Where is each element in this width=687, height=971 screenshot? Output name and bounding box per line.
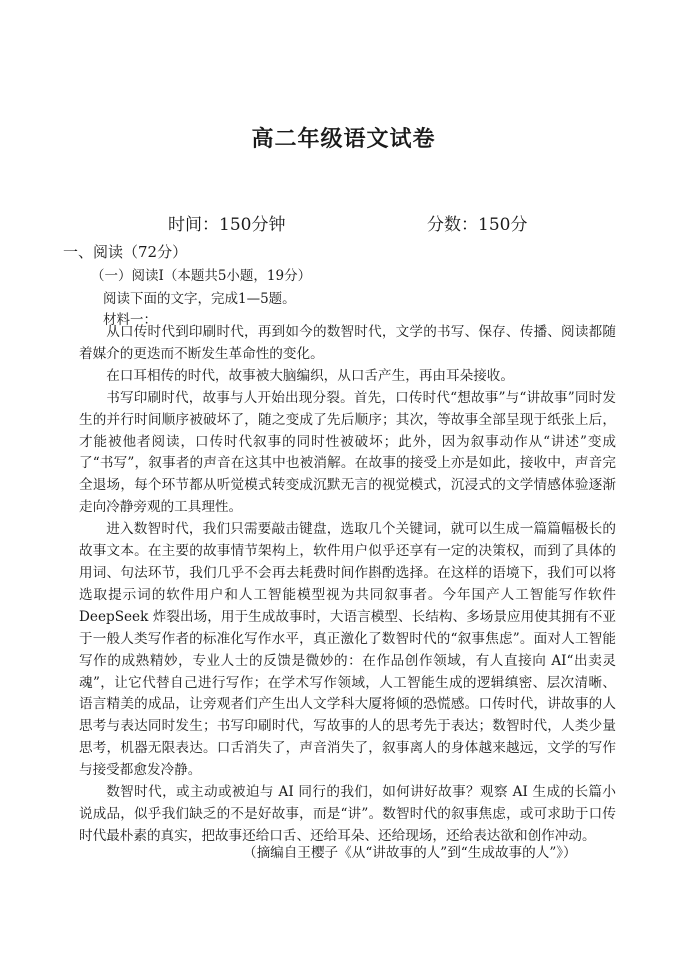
passage-paragraph: 从口传时代到印刷时代，再到如今的数智时代，文学的书写、保存、传播、阅读都随着媒介的更迭而不断发生革命性的变化。: [79, 324, 616, 362]
passage-paragraph: 在口耳相传的时代，故事被大脑编织，从口舌产生，再由耳朵接收。: [106, 367, 514, 384]
subsection-heading: （一）阅读Ⅰ（本题共5小题，19分）: [91, 268, 312, 284]
passage-paragraph: 数智时代，或主动或被迫与 AI 同行的我们，如何讲好故事？观察 AI 生成的长篇小说成品，似乎我们缺乏的不是好故事，而是“讲”。数智时代的叙事焦虑，或可求助于口传时代最朴素的真实，把故事还给口舌、还给耳朵、还给现场，还给表达欲和创作冲动。: [79, 784, 616, 844]
passage-paragraph: 进入数智时代，我们只需要敲击键盘，选取几个关键词，就可以生成一篇篇幅极长的故事文本。在主要的故事情节架构上，软件用户似乎还享有一定的决策权，而到了具体的用词、句法环节，我们几乎不会再去耗费时间作斟酌选择。在这样的语境下，我们可以将选取提示词的软件用户和人工智能模型视为共同叙事者。今年国产人工智能写作软件 DeepSeek 炸裂出场，用于生成故事时，大语言模型、长结构、多场景应用使其拥有不亚于一般人类写作者的标准化写作水平，真正激化了数智时代的“叙事焦虑”。面对人工智能写作的成熟精妙，专业人士的反馈是微妙的：在作品创作领域，有人直接向 AI“出卖灵魂”，让它代替自己进行写作；在学术写作领域，人工智能生成的逻辑缜密、层次清晰、语言精美的成品，让旁观者们产生出人文学科大厦将倾的恐慌感。口传时代，讲故事的人思考与表达同时发生；书写印刷时代，写故事的人的思考先于表达；数智时代，人类少量思考，机器无限表达。口舌消失了，声音消失了，叙事离人的身体越来越远，文学的写作与接受都愈发冷静。: [79, 521, 616, 779]
page-title: 高二年级语文试卷: [251, 126, 436, 152]
material-label: 材料一：: [103, 312, 157, 328]
source-citation: （摘编自王樱子《从“讲故事的人”到“生成故事的人”》）: [243, 845, 577, 861]
section-heading: 一、阅读（72分）: [63, 243, 188, 261]
passage-body: [79, 322, 616, 848]
passage-paragraph: 书写印刷时代，故事与人开始出现分裂。首先，口传时代“想故事”与“讲故事”同时发生的并行时间顺序被破坏了，随之变成了先后顺序；其次，等故事全部呈现于纸张上后，才能被他者阅读，口传时代叙事的同时性被破坏；此外，因为叙事动作从“讲述”变成了“书写”，叙事者的声音在这其中也被消解。在故事的接受上亦是如此，接收中，声音完全退场，每个环节都从听觉模式转变成沉默无言的视觉模式，沉浸式的文学情感体验逐渐走向冷静旁观的工具理性。: [79, 389, 616, 516]
exam-time: 时间：150分钟: [168, 215, 286, 235]
exam-score: 分数：150分: [427, 215, 528, 235]
instruction-text: 阅读下面的文字，完成1—5题。: [103, 291, 296, 307]
